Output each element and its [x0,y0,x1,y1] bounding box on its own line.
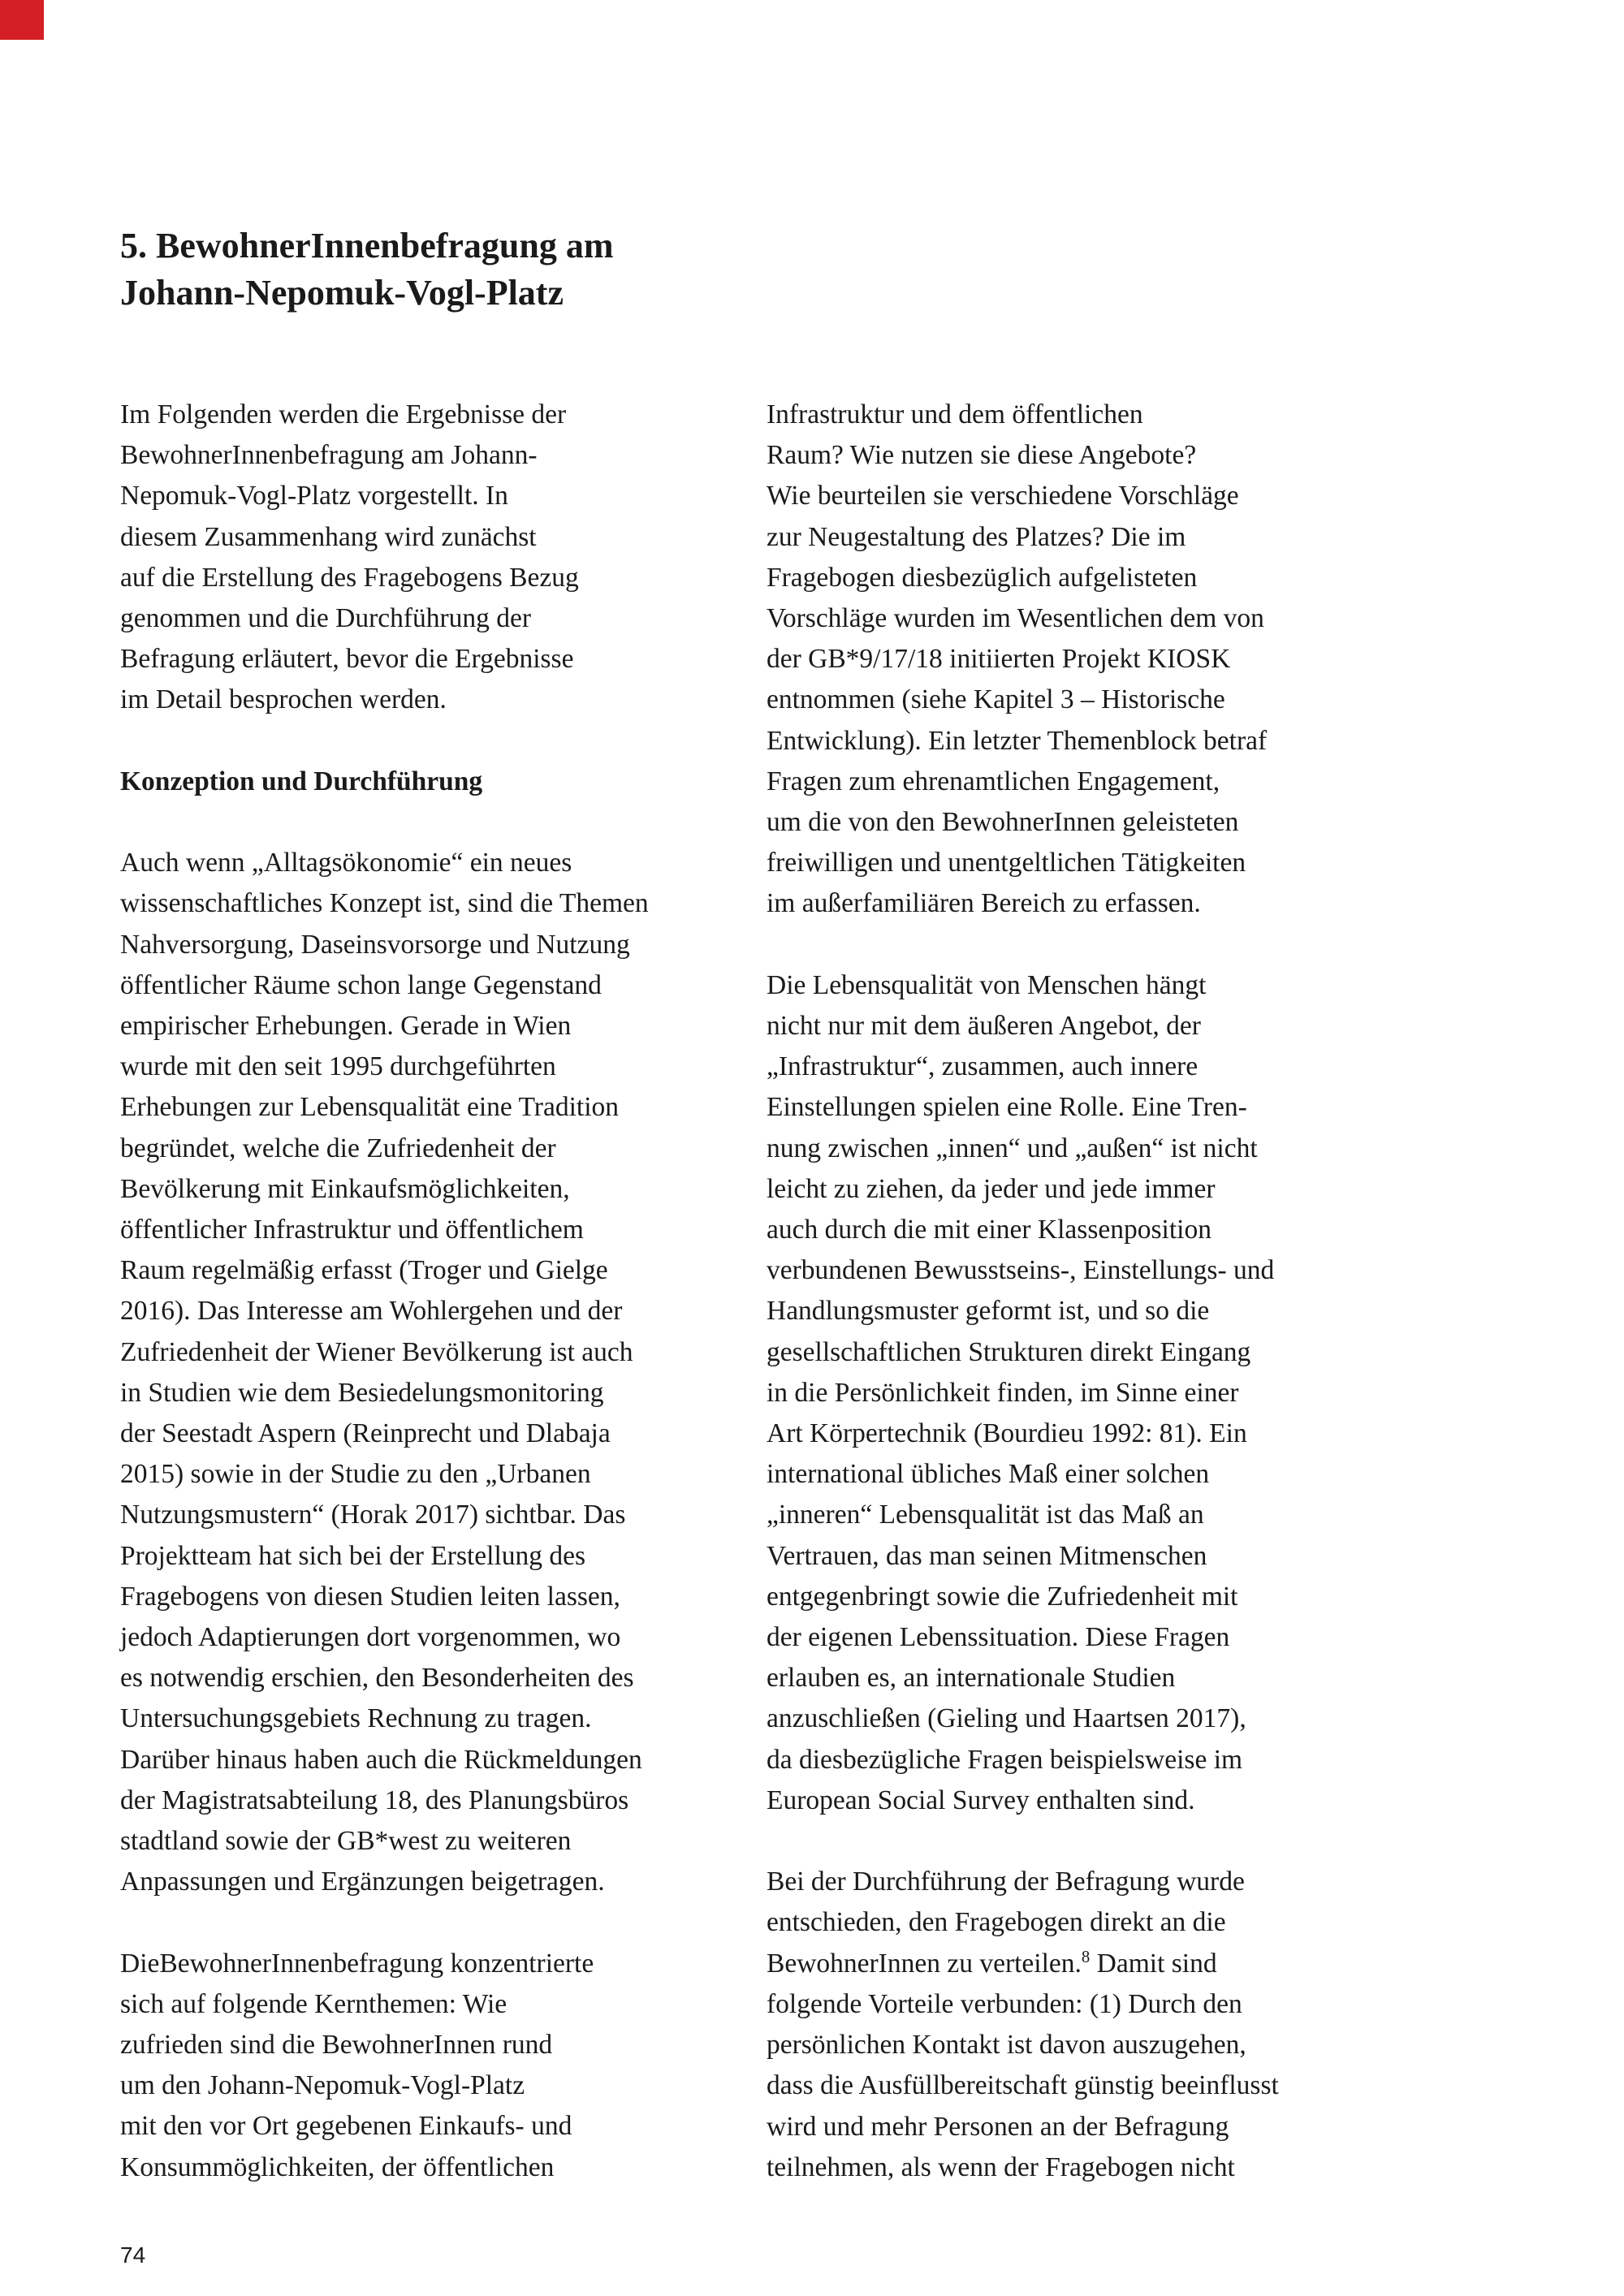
text-line: gesellschaftlichen Strukturen direkt Eingang [767,1336,1251,1367]
text-line: Darüber hinaus haben auch die Rückmeldungen [120,1744,642,1775]
text-line: Bevölkerung mit Einkaufsmöglichkeiten, [120,1173,570,1204]
text-line: mit den vor Ort gegebenen Einkaufs- und [120,2111,572,2142]
text-line: Nahversorgung, Daseinsvorsorge und Nutzung [120,929,630,960]
text-line: verbundenen Bewusstseins-, Einstellungs- und [767,1255,1275,1286]
text-line: es notwendig erschien, den Besonderheiten des [120,1663,634,1694]
text-line: auch durch die mit einer Klassenposition [767,1215,1212,1245]
text-line: Vertrauen, das man seinen Mitmenschen [767,1540,1207,1571]
text-line: zufrieden sind die BewohnerInnen rund [120,2030,553,2061]
text-line: auf die Erstellung des Fragebogens Bezug [120,562,579,593]
text-line: Einstellungen spielen eine Rolle. Eine Tren- [767,1092,1247,1123]
text-line: sich auf folgende Kernthemen: Wie [120,1988,508,2019]
text-line: 2015) sowie in der Studie zu den „Urbanen [120,1459,591,1490]
text-line: entgegenbringt sowie die Zufriedenheit mit [767,1581,1238,1612]
text-line: Projektteam hat sich bei der Erstellung des [120,1540,586,1571]
text-line: Raum regelmäßig erfasst (Troger und Gielge [120,1255,608,1286]
text-line: im außerfamiliären Bereich zu erfassen. [767,888,1201,919]
text-line: Raum? Wie nutzen sie diese Angebote? [767,440,1197,471]
text-line: Fragen zum ehrenamtlichen Engagement, [767,766,1220,796]
intro-paragraph [120,395,737,721]
text-line: folgende Vorteile verbunden: (1) Durch den [767,1988,1242,2019]
text-line: Infrastruktur und dem öffentlichen [767,399,1143,429]
text-line: Art Körpertechnik (Bourdieu 1992: 81). Ein [767,1418,1247,1449]
section-subheading: Konzeption und Durchführung [120,766,483,796]
text-line: Auch wenn „Alltagsökonomie“ ein neues [120,848,572,878]
text-line: begründet, welche die Zufriedenheit der [120,1133,556,1163]
text-line: der GB*9/17/18 initiierten Projekt KIOSK [767,644,1231,675]
text-line: öffentlicher Räume schon lange Gegenstand [120,969,602,1000]
text-line: Untersuchungsgebiets Rechnung zu tragen. [120,1703,592,1734]
red-corner-mark [0,0,44,40]
footnote-marker[interactable]: 8 [1081,1947,1091,1966]
text-line: Handlungsmuster geformt ist, und so die [767,1296,1210,1327]
text-line: Befragung erläutert, bevor die Ergebnisse [120,644,574,675]
text-line: entnommen (siehe Kapitel 3 – Historische [767,684,1225,715]
text-line: jedoch Adaptierungen dort vorgenommen, wo [120,1622,621,1653]
body-paragraph [767,1862,1384,2188]
body-paragraph [120,1944,737,2188]
text-line: Bei der Durchführung der Befragung wurde [767,1867,1245,1897]
text-line: BewohnerInnenbefragung am Johann- [120,440,538,471]
text-line: freiwilligen und unentgeltlichen Tätigkeiten [767,848,1246,878]
text-line: Im Folgenden werden die Ergebnisse der [120,399,567,429]
text-line: Nepomuk-Vogl-Platz vorgestellt. In [120,481,508,511]
text-line: in die Persönlichkeit finden, im Sinne einer [767,1377,1239,1408]
text-line: nung zwischen „innen“ und „außen“ ist nicht [767,1133,1258,1163]
text-line: diesem Zusammenhang wird zunächst [120,521,537,552]
text-line: Konsummöglichkeiten, der öffentlichen [120,2151,555,2182]
text-line: dass die Ausfüllbereitschaft günstig beeinflusst [767,2070,1279,2101]
text-line: „inneren“ Lebensqualität ist das Maß an [767,1500,1204,1530]
text-line: Erhebungen zur Lebensqualität eine Tradition [120,1092,620,1123]
text-line: international übliches Maß einer solchen [767,1459,1210,1490]
body-paragraph [767,965,1384,1821]
text-line: Fragebogen diesbezüglich aufgelisteten [767,562,1198,593]
text-line: erlauben es, an internationale Studien [767,1663,1176,1694]
text-line: stadtland sowie der GB*west zu weiteren [120,1826,572,1857]
text-line: der Magistratsabteilung 18, des Planungsbüros [120,1785,629,1815]
text-line: „Infrastruktur“, zusammen, auch innere [767,1051,1199,1082]
text-line: um den Johann-Nepomuk-Vogl-Platz [120,2070,525,2101]
text-line: Vorschläge wurden im Wesentlichen dem von [767,603,1264,634]
text-line: Die Lebensqualität von Menschen hängt [767,969,1207,1000]
chapter-title [120,222,851,317]
text-line: teilnehmen, als wenn der Fragebogen nicht [767,2151,1235,2182]
text-line: genommen und die Durchführung der [120,603,532,634]
text-line: wissenschaftliches Konzept ist, sind die Themen [120,888,649,919]
text-segment: Damit sind [1090,1948,1217,1979]
text-line: wurde mit den seit 1995 durchgeführten [120,1051,556,1082]
right-column [767,395,1384,2229]
text-segment: BewohnerInnen zu verteilen. [767,1948,1082,1979]
text-line: leicht zu ziehen, da jeder und jede immer [767,1173,1216,1204]
text-line: Zufriedenheit der Wiener Bevölkerung ist auch [120,1336,633,1367]
text-line: anzuschließen (Gieling und Haartsen 2017), [767,1703,1246,1734]
text-line: in Studien wie dem Besiedelungsmonitoring [120,1377,604,1408]
text-line: nicht nur mit dem äußeren Angebot, der [767,1011,1201,1042]
text-line: DieBewohnerInnenbefragung konzentrierte [120,1948,594,1979]
text-line: der eigenen Lebenssituation. Diese Fragen [767,1622,1230,1653]
text-line: zur Neugestaltung des Platzes? Die im [767,521,1186,552]
text-line: da diesbezügliche Fragen beispielsweise im [767,1744,1243,1775]
body-paragraph [120,843,737,1902]
text-line: um die von den BewohnerInnen geleisteten [767,807,1239,838]
text-line: European Social Survey enthalten sind. [767,1785,1195,1815]
text-line: Entwicklung). Ein letzter Themenblock betraf [767,725,1268,756]
text-line: öffentlicher Infrastruktur und öffentlichem [120,1215,584,1245]
chapter-title-line: 5. BewohnerInnenbefragung am [120,226,614,265]
chapter-title-line: Johann-Nepomuk-Vogl-Platz [120,273,564,313]
text-line: empirischer Erhebungen. Gerade in Wien [120,1011,572,1042]
text-line: Wie beurteilen sie verschiedene Vorschläge [767,481,1239,511]
text-line: Nutzungsmustern“ (Horak 2017) sichtbar. Das [120,1500,626,1530]
text-line: 2016). Das Interesse am Wohlergehen und der [120,1296,623,1327]
text-line [767,1944,1384,1984]
text-line: der Seestadt Aspern (Reinprecht und Dlabaja [120,1418,611,1449]
text-line: Fragebogens von diesen Studien leiten lassen, [120,1581,620,1612]
text-line: wird und mehr Personen an der Befragung [767,2111,1229,2142]
body-paragraph [767,395,1384,925]
text-line: entschieden, den Fragebogen direkt an die [767,1907,1226,1938]
text-line: persönlichen Kontakt ist davon auszugehen, [767,2030,1246,2061]
text-line: Anpassungen und Ergänzungen beigetragen. [120,1867,605,1897]
page-number: 74 [120,2242,146,2268]
text-line: im Detail besprochen werden. [120,684,447,715]
left-column [120,395,737,2229]
